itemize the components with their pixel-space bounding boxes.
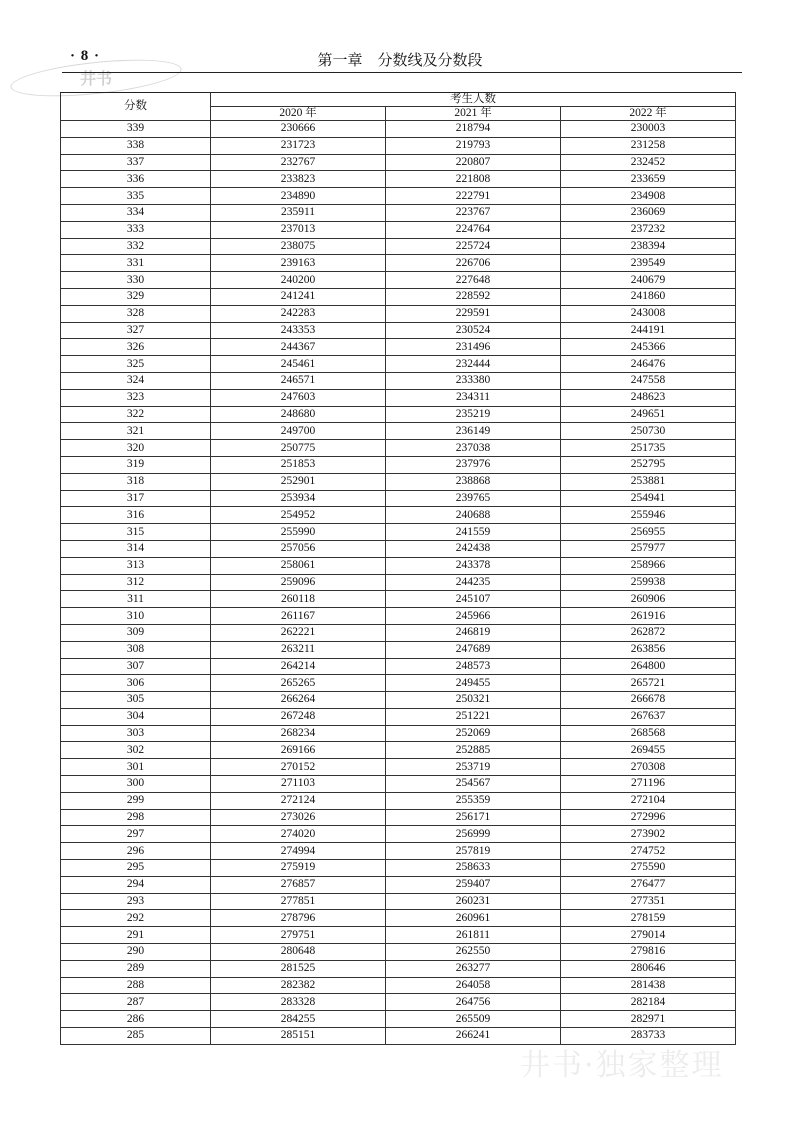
- table-row: [61, 675, 736, 692]
- count-2021-cell: 230524: [386, 322, 561, 339]
- count-2022-cell: 276477: [561, 876, 736, 893]
- count-2020-cell: 249700: [211, 423, 386, 440]
- count-2020-cell: 269166: [211, 742, 386, 759]
- score-cell: 288: [61, 977, 211, 994]
- table-row: [61, 624, 736, 641]
- score-cell: 304: [61, 708, 211, 725]
- count-2021-cell: 249455: [386, 675, 561, 692]
- count-2020-cell: 243353: [211, 322, 386, 339]
- count-2020-cell: 233823: [211, 171, 386, 188]
- count-2020-cell: 259096: [211, 574, 386, 591]
- score-cell: 324: [61, 372, 211, 389]
- score-cell: 329: [61, 288, 211, 305]
- count-2021-cell: 243378: [386, 557, 561, 574]
- table-row: [61, 288, 736, 305]
- count-2022-cell: 238394: [561, 238, 736, 255]
- count-2022-cell: 257977: [561, 540, 736, 557]
- count-2022-cell: 269455: [561, 742, 736, 759]
- count-2020-cell: 247603: [211, 389, 386, 406]
- table-row: [61, 221, 736, 238]
- count-2021-cell: 266241: [386, 1028, 561, 1045]
- count-2020-cell: 244367: [211, 339, 386, 356]
- table-row: [61, 339, 736, 356]
- count-2021-cell: 241559: [386, 524, 561, 541]
- count-2022-cell: 260906: [561, 591, 736, 608]
- count-2020-cell: 239163: [211, 255, 386, 272]
- year-header-2020: 2020 年: [211, 107, 386, 121]
- count-2021-cell: 224764: [386, 221, 561, 238]
- table-row: [61, 893, 736, 910]
- count-2020-cell: 280648: [211, 944, 386, 961]
- table-row: [61, 507, 736, 524]
- table-row: [61, 574, 736, 591]
- count-2020-cell: 262221: [211, 624, 386, 641]
- count-2022-cell: 268568: [561, 725, 736, 742]
- count-2021-cell: 234311: [386, 389, 561, 406]
- count-2020-cell: 282382: [211, 977, 386, 994]
- table-row: [61, 927, 736, 944]
- count-2020-cell: 242283: [211, 305, 386, 322]
- table-row: [61, 524, 736, 541]
- count-2021-cell: 225724: [386, 238, 561, 255]
- score-cell: 294: [61, 876, 211, 893]
- score-cell: 313: [61, 557, 211, 574]
- count-2022-cell: 265721: [561, 675, 736, 692]
- score-cell: 289: [61, 960, 211, 977]
- brand-logo: 井书: [80, 71, 113, 88]
- table-row: [61, 725, 736, 742]
- count-2021-cell: 256999: [386, 826, 561, 843]
- count-2022-cell: 261916: [561, 608, 736, 625]
- count-2021-cell: 256171: [386, 809, 561, 826]
- score-cell: 301: [61, 759, 211, 776]
- score-cell: 290: [61, 944, 211, 961]
- count-2020-cell: 277851: [211, 893, 386, 910]
- table-row: [61, 490, 736, 507]
- score-cell: 291: [61, 927, 211, 944]
- count-2020-cell: 235911: [211, 204, 386, 221]
- score-cell: 318: [61, 473, 211, 490]
- count-2020-cell: 272124: [211, 792, 386, 809]
- table-row: [61, 809, 736, 826]
- count-2022-cell: 275590: [561, 860, 736, 877]
- count-2020-cell: 254952: [211, 507, 386, 524]
- count-2022-cell: 240679: [561, 272, 736, 289]
- table-row: [61, 860, 736, 877]
- table-row: [61, 826, 736, 843]
- count-2020-cell: 274020: [211, 826, 386, 843]
- count-2022-cell: 280646: [561, 960, 736, 977]
- count-2020-cell: 258061: [211, 557, 386, 574]
- score-cell: 337: [61, 154, 211, 171]
- table-row: [61, 305, 736, 322]
- count-2020-cell: 248680: [211, 406, 386, 423]
- count-2022-cell: 278159: [561, 910, 736, 927]
- count-2022-cell: 233659: [561, 171, 736, 188]
- count-2021-cell: 245107: [386, 591, 561, 608]
- count-2020-cell: 275919: [211, 860, 386, 877]
- score-cell: 325: [61, 356, 211, 373]
- count-2022-cell: 279014: [561, 927, 736, 944]
- table-row: [61, 423, 736, 440]
- table-row: [61, 994, 736, 1011]
- table-row: [61, 960, 736, 977]
- count-2021-cell: 219793: [386, 137, 561, 154]
- table-row: [61, 440, 736, 457]
- page-number: · 8 ·: [70, 48, 101, 64]
- score-cell: 328: [61, 305, 211, 322]
- table-body: [61, 121, 736, 1045]
- score-cell: 315: [61, 524, 211, 541]
- table-row: [61, 356, 736, 373]
- count-2021-cell: 261811: [386, 927, 561, 944]
- count-2021-cell: 223767: [386, 204, 561, 221]
- count-2021-cell: 252885: [386, 742, 561, 759]
- score-cell: 330: [61, 272, 211, 289]
- count-2020-cell: 263211: [211, 641, 386, 658]
- count-2022-cell: 246476: [561, 356, 736, 373]
- count-2020-cell: 252901: [211, 473, 386, 490]
- score-cell: 297: [61, 826, 211, 843]
- count-2020-cell: 267248: [211, 708, 386, 725]
- score-cell: 309: [61, 624, 211, 641]
- count-2020-cell: 283328: [211, 994, 386, 1011]
- table-row: [61, 692, 736, 709]
- score-cell: 311: [61, 591, 211, 608]
- score-cell: 292: [61, 910, 211, 927]
- count-2022-cell: 252795: [561, 456, 736, 473]
- count-2022-cell: 266678: [561, 692, 736, 709]
- count-2021-cell: 240688: [386, 507, 561, 524]
- count-2021-cell: 255359: [386, 792, 561, 809]
- count-2021-cell: 229591: [386, 305, 561, 322]
- count-2022-cell: 243008: [561, 305, 736, 322]
- score-cell: 308: [61, 641, 211, 658]
- count-2021-cell: 245966: [386, 608, 561, 625]
- count-2021-cell: 236149: [386, 423, 561, 440]
- score-cell: 331: [61, 255, 211, 272]
- watermark-text: 井书·独家整理: [520, 1048, 724, 1083]
- count-2021-cell: 258633: [386, 860, 561, 877]
- table-row: [61, 171, 736, 188]
- count-2020-cell: 255990: [211, 524, 386, 541]
- count-2022-cell: 272996: [561, 809, 736, 826]
- table-row: [61, 255, 736, 272]
- score-cell: 312: [61, 574, 211, 591]
- table-row: [61, 742, 736, 759]
- count-2021-cell: 238868: [386, 473, 561, 490]
- table-row: [61, 238, 736, 255]
- count-2021-cell: 222791: [386, 188, 561, 205]
- candidate-count-group-header: 考生人数: [211, 93, 736, 107]
- count-2020-cell: 260118: [211, 591, 386, 608]
- count-2021-cell: 232444: [386, 356, 561, 373]
- score-cell: 314: [61, 540, 211, 557]
- score-cell: 333: [61, 221, 211, 238]
- count-2021-cell: 265509: [386, 1011, 561, 1028]
- count-2020-cell: 234890: [211, 188, 386, 205]
- score-cell: 332: [61, 238, 211, 255]
- count-2020-cell: 246571: [211, 372, 386, 389]
- count-2020-cell: 285151: [211, 1028, 386, 1045]
- count-2021-cell: 253719: [386, 759, 561, 776]
- score-cell: 327: [61, 322, 211, 339]
- count-2022-cell: 272104: [561, 792, 736, 809]
- score-cell: 287: [61, 994, 211, 1011]
- table-row: [61, 557, 736, 574]
- count-2020-cell: 278796: [211, 910, 386, 927]
- count-2022-cell: 273902: [561, 826, 736, 843]
- count-2020-cell: 231723: [211, 137, 386, 154]
- count-2022-cell: 236069: [561, 204, 736, 221]
- count-2020-cell: 245461: [211, 356, 386, 373]
- count-2020-cell: 261167: [211, 608, 386, 625]
- count-2022-cell: 282184: [561, 994, 736, 1011]
- count-2021-cell: 239765: [386, 490, 561, 507]
- score-cell: 307: [61, 658, 211, 675]
- count-2021-cell: 252069: [386, 725, 561, 742]
- count-2022-cell: 258966: [561, 557, 736, 574]
- table-row: [61, 121, 736, 138]
- score-distribution-table: [60, 92, 736, 1045]
- count-2022-cell: 244191: [561, 322, 736, 339]
- count-2022-cell: 231258: [561, 137, 736, 154]
- count-2021-cell: 250321: [386, 692, 561, 709]
- count-2020-cell: 276857: [211, 876, 386, 893]
- count-2022-cell: 267637: [561, 708, 736, 725]
- count-2022-cell: 253881: [561, 473, 736, 490]
- count-2021-cell: 251221: [386, 708, 561, 725]
- count-2020-cell: 270152: [211, 759, 386, 776]
- score-cell: 310: [61, 608, 211, 625]
- table-row: [61, 910, 736, 927]
- score-cell: 302: [61, 742, 211, 759]
- score-cell: 326: [61, 339, 211, 356]
- table-row: [61, 204, 736, 221]
- score-cell: 305: [61, 692, 211, 709]
- count-2021-cell: 260961: [386, 910, 561, 927]
- count-2021-cell: 231496: [386, 339, 561, 356]
- score-cell: 334: [61, 204, 211, 221]
- count-2022-cell: 277351: [561, 893, 736, 910]
- score-cell: 286: [61, 1011, 211, 1028]
- score-cell: 300: [61, 776, 211, 793]
- count-2020-cell: 274994: [211, 843, 386, 860]
- score-cell: 339: [61, 121, 211, 138]
- count-2020-cell: 230666: [211, 121, 386, 138]
- count-2020-cell: 281525: [211, 960, 386, 977]
- score-cell: 322: [61, 406, 211, 423]
- table-row: [61, 876, 736, 893]
- count-2021-cell: 247689: [386, 641, 561, 658]
- count-2021-cell: 246819: [386, 624, 561, 641]
- table-row: [61, 641, 736, 658]
- score-cell: 335: [61, 188, 211, 205]
- score-cell: 319: [61, 456, 211, 473]
- count-2022-cell: 283733: [561, 1028, 736, 1045]
- score-cell: 303: [61, 725, 211, 742]
- year-header-2021: 2021 年: [386, 107, 561, 121]
- count-2020-cell: 238075: [211, 238, 386, 255]
- count-2021-cell: 254567: [386, 776, 561, 793]
- count-2021-cell: 237976: [386, 456, 561, 473]
- count-2020-cell: 232767: [211, 154, 386, 171]
- count-2022-cell: 234908: [561, 188, 736, 205]
- table-row: [61, 944, 736, 961]
- count-2022-cell: 230003: [561, 121, 736, 138]
- count-2022-cell: 256955: [561, 524, 736, 541]
- score-cell: 323: [61, 389, 211, 406]
- table-row: [61, 456, 736, 473]
- count-2022-cell: 245366: [561, 339, 736, 356]
- count-2022-cell: 279816: [561, 944, 736, 961]
- count-2022-cell: 255946: [561, 507, 736, 524]
- count-2022-cell: 249651: [561, 406, 736, 423]
- count-2021-cell: 233380: [386, 372, 561, 389]
- count-2022-cell: 270308: [561, 759, 736, 776]
- table-row: [61, 776, 736, 793]
- count-2022-cell: 274752: [561, 843, 736, 860]
- count-2020-cell: 265265: [211, 675, 386, 692]
- score-cell: 299: [61, 792, 211, 809]
- count-2021-cell: 220807: [386, 154, 561, 171]
- table-row: [61, 843, 736, 860]
- count-2022-cell: 239549: [561, 255, 736, 272]
- count-2020-cell: 257056: [211, 540, 386, 557]
- count-2021-cell: 244235: [386, 574, 561, 591]
- table-row: [61, 708, 736, 725]
- count-2020-cell: 284255: [211, 1011, 386, 1028]
- count-2022-cell: 247558: [561, 372, 736, 389]
- count-2022-cell: 248623: [561, 389, 736, 406]
- count-2022-cell: 232452: [561, 154, 736, 171]
- count-2021-cell: 237038: [386, 440, 561, 457]
- count-2021-cell: 257819: [386, 843, 561, 860]
- count-2022-cell: 271196: [561, 776, 736, 793]
- table-row: [61, 322, 736, 339]
- score-cell: 293: [61, 893, 211, 910]
- count-2021-cell: 260231: [386, 893, 561, 910]
- count-2022-cell: 262872: [561, 624, 736, 641]
- count-2021-cell: 221808: [386, 171, 561, 188]
- table-row: [61, 540, 736, 557]
- count-2021-cell: 264756: [386, 994, 561, 1011]
- score-column-header: 分数: [61, 93, 211, 121]
- count-2020-cell: 264214: [211, 658, 386, 675]
- count-2020-cell: 250775: [211, 440, 386, 457]
- count-2020-cell: 268234: [211, 725, 386, 742]
- count-2021-cell: 218794: [386, 121, 561, 138]
- table-row: [61, 154, 736, 171]
- count-2020-cell: 241241: [211, 288, 386, 305]
- count-2020-cell: 237013: [211, 221, 386, 238]
- score-cell: 336: [61, 171, 211, 188]
- score-cell: 298: [61, 809, 211, 826]
- count-2022-cell: 263856: [561, 641, 736, 658]
- table-row: [61, 389, 736, 406]
- table-row: [61, 188, 736, 205]
- count-2021-cell: 228592: [386, 288, 561, 305]
- count-2022-cell: 254941: [561, 490, 736, 507]
- table-row: [61, 591, 736, 608]
- count-2020-cell: 271103: [211, 776, 386, 793]
- header-rule: [62, 72, 742, 73]
- score-cell: 306: [61, 675, 211, 692]
- count-2021-cell: 248573: [386, 658, 561, 675]
- count-2022-cell: 251735: [561, 440, 736, 457]
- score-cell: 338: [61, 137, 211, 154]
- count-2021-cell: 264058: [386, 977, 561, 994]
- score-cell: 320: [61, 440, 211, 457]
- count-2021-cell: 259407: [386, 876, 561, 893]
- table-row: [61, 137, 736, 154]
- count-2021-cell: 226706: [386, 255, 561, 272]
- chapter-title: 第一章 分数线及分数段: [317, 51, 483, 69]
- table-row: [61, 372, 736, 389]
- count-2021-cell: 242438: [386, 540, 561, 557]
- table-row: [61, 272, 736, 289]
- score-cell: 317: [61, 490, 211, 507]
- count-2020-cell: 251853: [211, 456, 386, 473]
- count-2020-cell: 273026: [211, 809, 386, 826]
- table-row: [61, 977, 736, 994]
- table-row: [61, 473, 736, 490]
- count-2020-cell: 266264: [211, 692, 386, 709]
- count-2021-cell: 262550: [386, 944, 561, 961]
- table-row: [61, 658, 736, 675]
- count-2022-cell: 250730: [561, 423, 736, 440]
- year-header-2022: 2022 年: [561, 107, 736, 121]
- count-2022-cell: 237232: [561, 221, 736, 238]
- count-2021-cell: 227648: [386, 272, 561, 289]
- count-2022-cell: 259938: [561, 574, 736, 591]
- score-cell: 316: [61, 507, 211, 524]
- count-2021-cell: 235219: [386, 406, 561, 423]
- count-2020-cell: 279751: [211, 927, 386, 944]
- table-row: [61, 406, 736, 423]
- table-row: [61, 792, 736, 809]
- table-row: [61, 1011, 736, 1028]
- count-2021-cell: 263277: [386, 960, 561, 977]
- count-2020-cell: 253934: [211, 490, 386, 507]
- count-2022-cell: 282971: [561, 1011, 736, 1028]
- score-cell: 285: [61, 1028, 211, 1045]
- count-2020-cell: 240200: [211, 272, 386, 289]
- score-cell: 296: [61, 843, 211, 860]
- count-2022-cell: 281438: [561, 977, 736, 994]
- table-row: [61, 759, 736, 776]
- score-cell: 321: [61, 423, 211, 440]
- count-2022-cell: 241860: [561, 288, 736, 305]
- score-cell: 295: [61, 860, 211, 877]
- table-header-row-group: [61, 93, 736, 107]
- count-2022-cell: 264800: [561, 658, 736, 675]
- table-row: [61, 608, 736, 625]
